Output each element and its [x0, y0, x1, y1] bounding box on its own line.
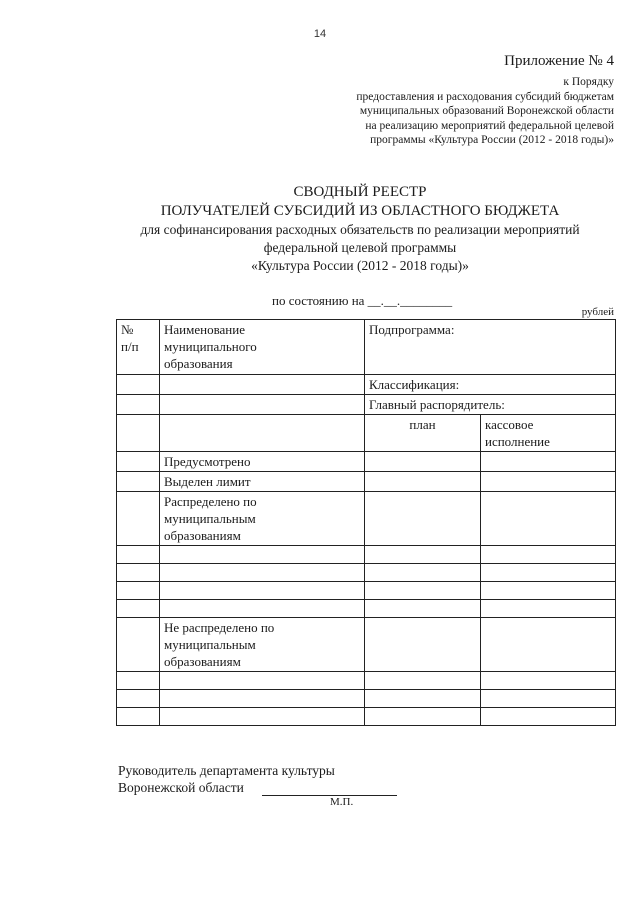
heading-line-3: для софинансирования расходных обязательств по реализации мероприятий федеральной целевой программы «Культура России (2012 - 2018 годы)»	[140, 222, 580, 273]
table-cell	[160, 395, 365, 415]
table-cell	[117, 690, 160, 708]
table-cell	[117, 472, 160, 492]
subprogram-label: Подпрограмма:	[365, 320, 616, 375]
appendix-text: к Порядку предоставления и расходования субсидий бюджетам муниципальных образований Воронежской области на реализацию мероприятий федеральной целевой программы «Культура России (2012 - 2018 годы)»	[356, 76, 614, 146]
row-label-limit: Выделен лимит	[160, 472, 365, 492]
registry-table	[116, 319, 616, 726]
row-label-planned: Предусмотрено	[160, 452, 365, 472]
table-cell	[481, 708, 616, 726]
as-of-date-line: по состоянию на __.__.________	[272, 293, 453, 308]
table-cell	[365, 472, 481, 492]
table-row	[117, 618, 616, 672]
table-row	[117, 452, 616, 472]
column-header-name: Наименование муниципального образования	[160, 320, 365, 375]
table-cell	[117, 672, 160, 690]
table-row	[117, 492, 616, 546]
table-cell	[365, 564, 481, 582]
row-label-distributed: Распределено по муниципальным образованиям	[160, 492, 365, 546]
table-cell	[481, 472, 616, 492]
table-cell	[365, 582, 481, 600]
classification-label: Классификация:	[365, 375, 616, 395]
signature-line-row	[118, 779, 397, 796]
table-cell	[481, 618, 616, 672]
table-cell	[160, 582, 365, 600]
table-cell	[117, 452, 160, 472]
table-cell	[160, 415, 365, 452]
table-cell	[117, 582, 160, 600]
table-cell	[365, 672, 481, 690]
table-cell	[481, 582, 616, 600]
table-row	[117, 708, 616, 726]
stamp-place-label: М.П.	[330, 796, 354, 808]
table-cell	[117, 600, 160, 618]
table-cell	[365, 618, 481, 672]
table-cell	[117, 375, 160, 395]
signature-field-line	[262, 781, 397, 796]
table-row	[117, 395, 616, 415]
table-cell	[160, 375, 365, 395]
table-cell	[160, 600, 365, 618]
table-row	[117, 564, 616, 582]
table-cell	[481, 672, 616, 690]
table-row	[117, 600, 616, 618]
appendix-title: Приложение № 4	[504, 53, 614, 69]
table-cell	[117, 395, 160, 415]
table-cell	[160, 672, 365, 690]
table-row	[117, 415, 616, 452]
table-cell	[365, 690, 481, 708]
table-cell	[365, 452, 481, 472]
table-row	[117, 320, 616, 375]
page-number: 14	[313, 28, 327, 40]
signature-position: Руководитель департамента культуры	[118, 763, 335, 778]
column-header-cash-execution: кассовое исполнение	[481, 415, 616, 452]
table-cell	[160, 564, 365, 582]
signature-block	[118, 762, 397, 796]
table-cell	[117, 546, 160, 564]
table-row	[117, 690, 616, 708]
table-cell	[481, 492, 616, 546]
table-row	[117, 472, 616, 492]
table-row	[117, 375, 616, 395]
table-cell	[365, 708, 481, 726]
table-cell	[117, 492, 160, 546]
document-heading	[100, 183, 620, 275]
heading-line-2: ПОЛУЧАТЕЛЕЙ СУБСИДИЙ ИЗ ОБЛАСТНОГО БЮДЖЕТА	[160, 203, 560, 219]
table-cell	[481, 600, 616, 618]
table-cell	[117, 708, 160, 726]
table-cell	[160, 690, 365, 708]
column-header-plan: план	[365, 415, 481, 452]
table-cell	[365, 600, 481, 618]
main-manager-label: Главный распорядитель:	[365, 395, 616, 415]
column-header-number: № п/п	[117, 320, 160, 375]
table-cell	[365, 492, 481, 546]
table-row	[117, 672, 616, 690]
table-cell	[481, 690, 616, 708]
row-label-not-distributed: Не распределено по муниципальным образованиям	[160, 618, 365, 672]
table-row	[117, 546, 616, 564]
currency-unit: рублей	[581, 306, 614, 318]
table-cell	[117, 618, 160, 672]
heading-line-1: СВОДНЫЙ РЕЕСТР	[293, 184, 427, 200]
table-cell	[160, 708, 365, 726]
table-cell	[117, 564, 160, 582]
table-cell	[117, 415, 160, 452]
table-cell	[481, 564, 616, 582]
table-cell	[365, 546, 481, 564]
table-cell	[481, 452, 616, 472]
table-cell	[481, 546, 616, 564]
table-row	[117, 582, 616, 600]
table-cell	[160, 546, 365, 564]
signature-region: Воронежской области	[118, 780, 244, 795]
